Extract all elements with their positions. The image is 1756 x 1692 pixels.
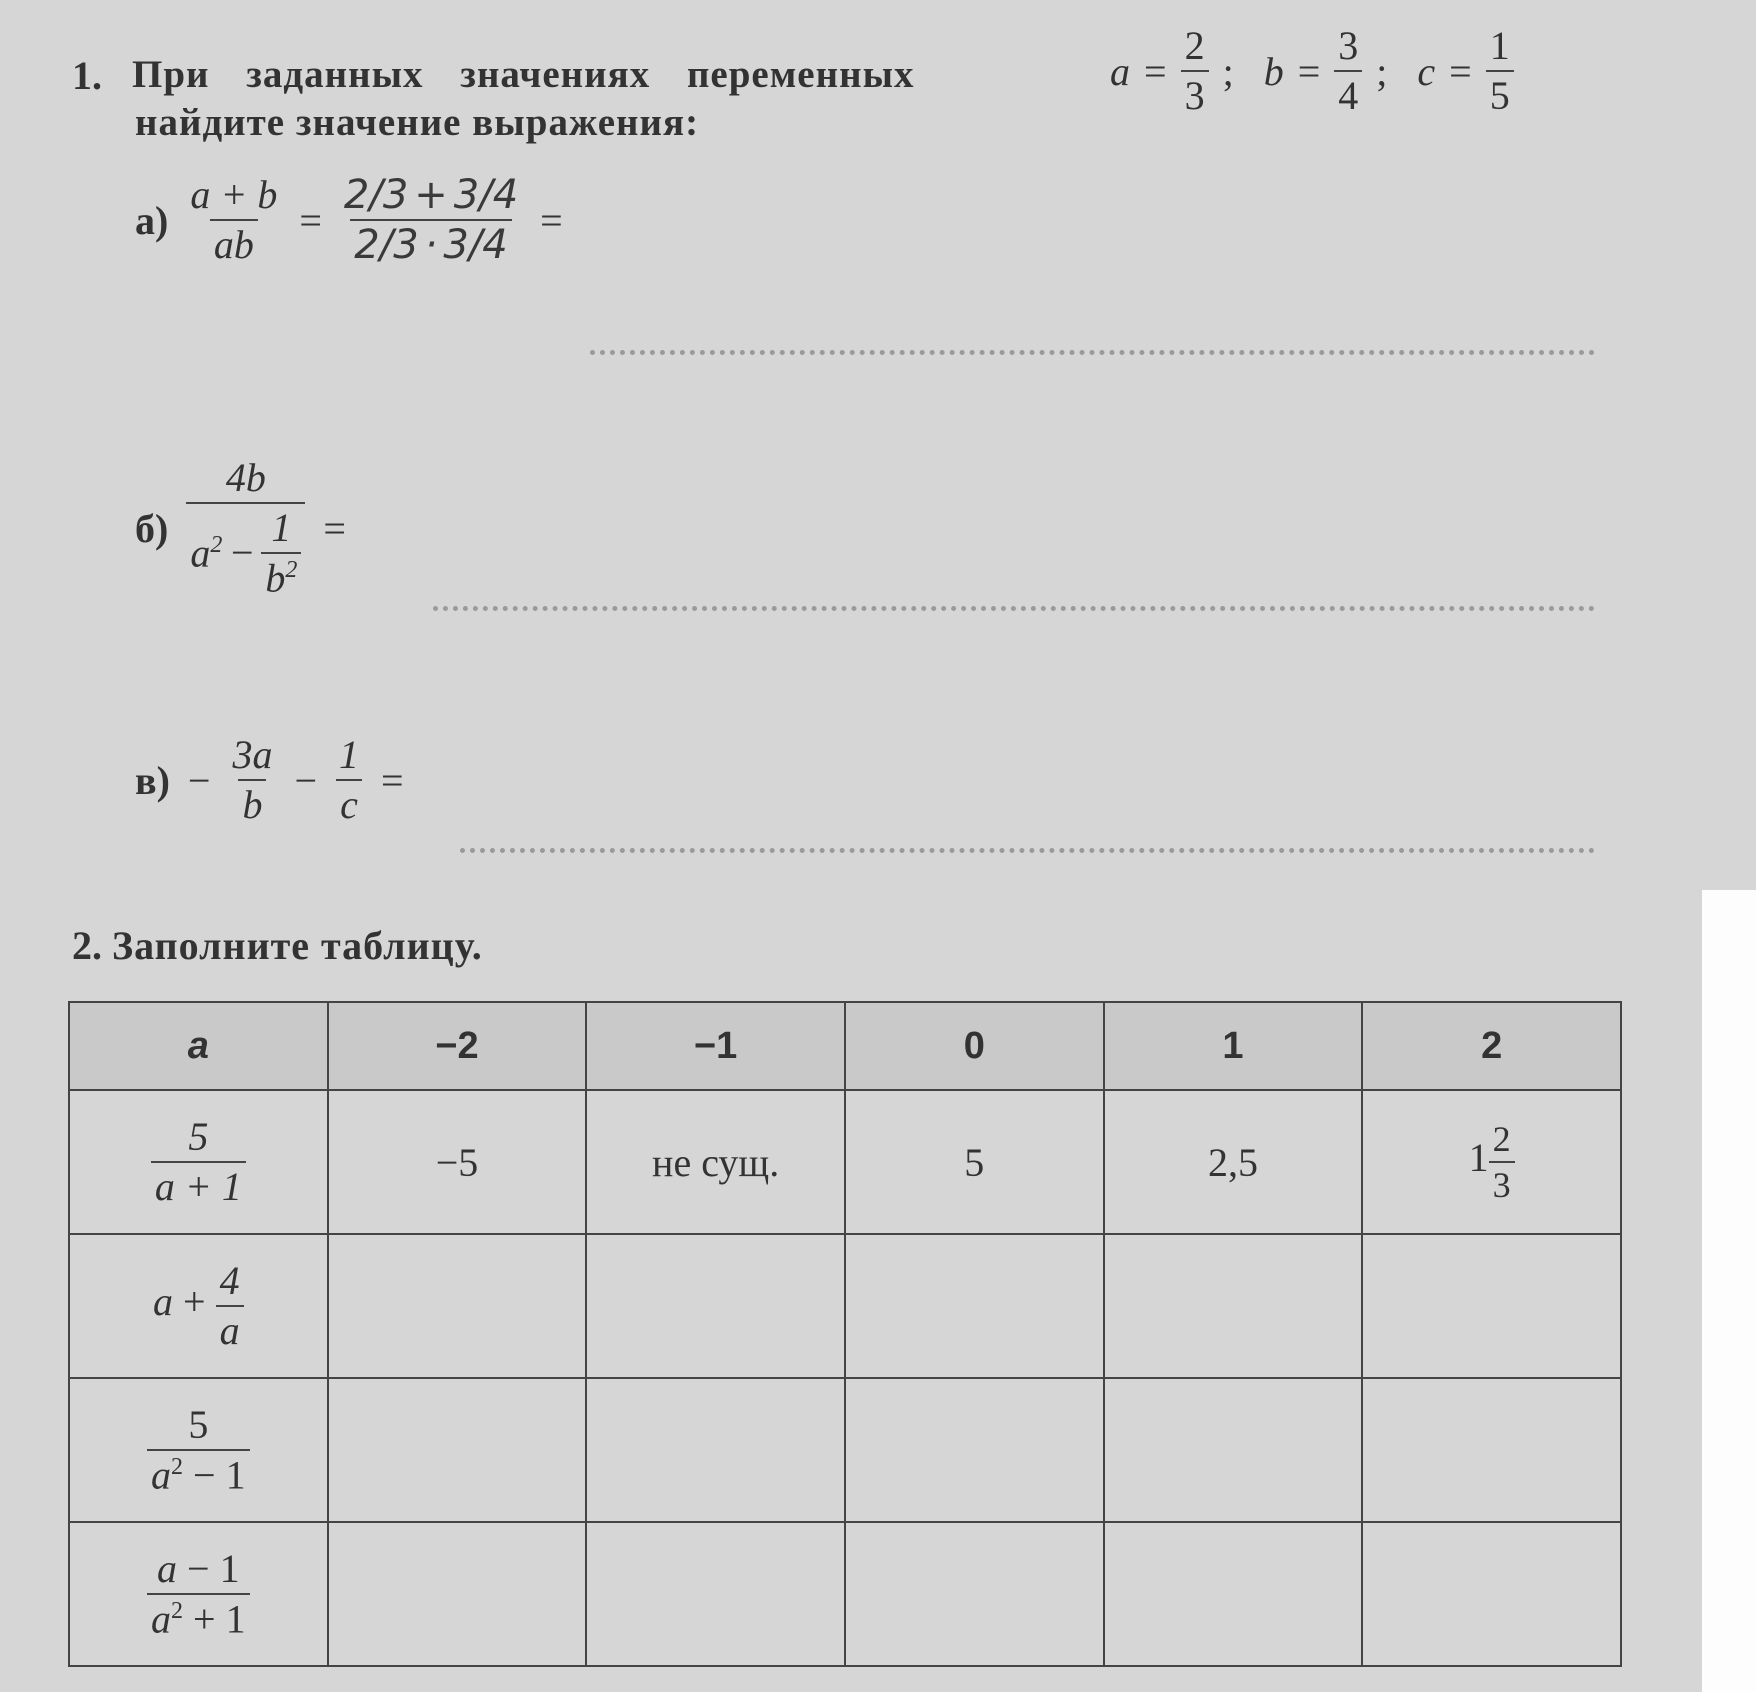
value-cell[interactable] (1362, 1234, 1621, 1378)
item-b: б) 4b $a^2$ − $\frac{1}{b^2}$ = (135, 455, 346, 601)
item-c: в) − $\frac{3a}{b}$ − $\frac{1}{c}$ = (135, 732, 404, 827)
header-cell: a (69, 1002, 328, 1090)
value-cell[interactable]: не сущ. (586, 1090, 845, 1234)
table-header-row (69, 1002, 1621, 1090)
var-b-frac: $\frac{3}{4}$ (1334, 26, 1362, 116)
value-cell[interactable] (845, 1522, 1104, 1666)
header-cell: 0 (845, 1002, 1104, 1090)
value-cell[interactable] (845, 1378, 1104, 1522)
value-cell[interactable] (1362, 1378, 1621, 1522)
task1-number: 1. (72, 53, 102, 98)
value-cell[interactable]: 5 (845, 1090, 1104, 1234)
value-cell[interactable]: 1 $\frac{2}{3}$ (1362, 1090, 1621, 1234)
item-c-frac2: $\frac{1}{c}$ (335, 735, 363, 825)
value-cell[interactable] (1104, 1378, 1363, 1522)
expr-cell: $\frac{5}{a^2 - 1}$ (69, 1378, 328, 1522)
scan-white-margin (1702, 890, 1756, 1692)
task2-heading: 2. Заполните таблицу. (72, 923, 483, 968)
header-cell: −2 (328, 1002, 587, 1090)
value-cell[interactable] (1104, 1234, 1363, 1378)
answer-line-b[interactable] (433, 606, 1595, 611)
table-row (69, 1522, 1621, 1666)
item-c-frac1: $\frac{3a}{b}$ (232, 732, 273, 827)
answer-line-c[interactable] (460, 848, 1595, 853)
value-cell[interactable]: 2,5 (1104, 1090, 1363, 1234)
item-a: а) $\frac{a + b}{ab}$ = 2/3 + 3/4 2/3 · 3/4 = (135, 172, 563, 268)
value-cell[interactable] (328, 1522, 587, 1666)
answer-line-a[interactable] (590, 350, 1595, 355)
table-row (69, 1090, 1621, 1234)
item-a-expression: $\frac{a + b}{ab}$ (190, 172, 278, 267)
task1-text-line1: При заданных значениях переменных (132, 53, 915, 96)
task1-text-line2: найдите значение выражения: (135, 101, 700, 144)
value-cell[interactable] (328, 1234, 587, 1378)
value-table (68, 1001, 1622, 1667)
value-cell[interactable] (586, 1234, 845, 1378)
expr-cell: a + $\frac{4}{a}$ (69, 1234, 328, 1378)
value-cell[interactable] (845, 1234, 1104, 1378)
item-a-handwritten: 2/3 + 3/4 2/3 · 3/4 (343, 172, 519, 268)
table-row (69, 1234, 1621, 1378)
var-a-frac: $\frac{2}{3}$ (1181, 26, 1209, 116)
value-cell[interactable]: −5 (328, 1090, 587, 1234)
value-cell[interactable] (586, 1378, 845, 1522)
item-b-expression: 4b $a^2$ − $\frac{1}{b^2}$ (186, 458, 305, 598)
header-cell: 2 (1362, 1002, 1621, 1090)
header-cell: −1 (586, 1002, 845, 1090)
table-row (69, 1378, 1621, 1522)
header-cell: 1 (1104, 1002, 1363, 1090)
task1-variables: a = $\frac{2}{3}$ ; b = $\frac{3}{4}$ ; c = $\frac{1}{5}$ (1110, 26, 1514, 116)
value-cell[interactable] (586, 1522, 845, 1666)
expr-cell: $\frac{a - 1}{a^2 + 1}$ (69, 1522, 328, 1666)
expr-cell: $\frac{5}{a + 1}$ (69, 1090, 328, 1234)
value-cell[interactable] (1362, 1522, 1621, 1666)
var-c-frac: $\frac{1}{5}$ (1486, 26, 1514, 116)
value-cell[interactable] (1104, 1522, 1363, 1666)
value-cell[interactable] (328, 1378, 587, 1522)
